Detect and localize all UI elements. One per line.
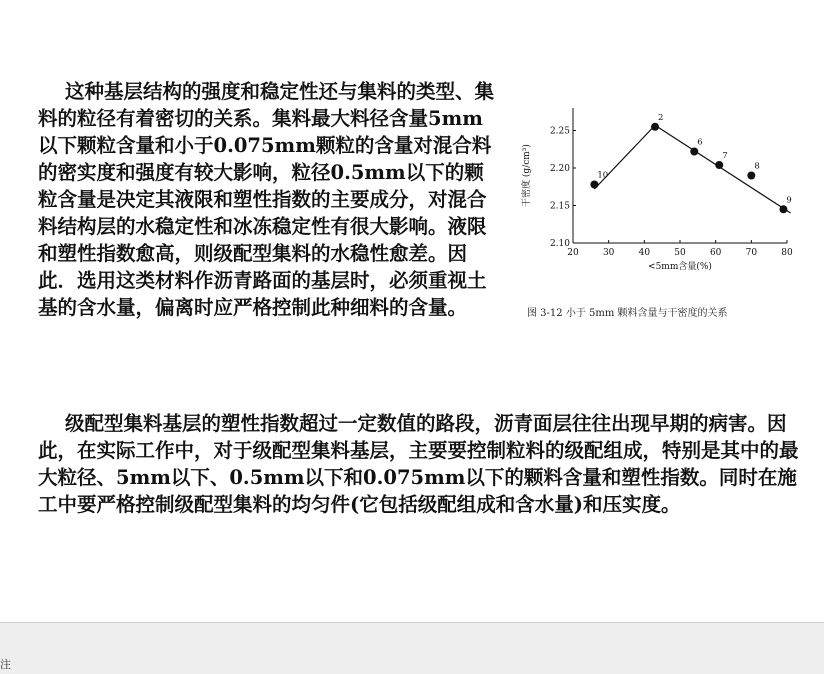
- notes-label[interactable]: 注: [0, 658, 11, 671]
- y-tick-label-3: 2.25: [549, 126, 570, 137]
- y-tick-label-0: 2.10: [549, 239, 570, 249]
- data-point-8: [747, 172, 755, 180]
- data-point-label-10: 10: [597, 170, 609, 181]
- x-axis-label: <5mm含量(%): [648, 262, 712, 272]
- paragraph-2: 级配型集料基层的塑性指数超过一定数值的路段，沥青面层往往出现早期的病害。因此，在实际工作中，对于级配型集料基层，主要要控制粒料的级配组成，特别是其中的最大粒径、5mm以下、0.5mm以下和0.075mm以下的颗料含量和塑性指数。同时在施工中要严格控制级配型集料的均匀件(它包括级配组成和含水量)和压实度。: [38, 412, 799, 516]
- x-tick-label-5: 70: [745, 248, 758, 258]
- data-point-9: [779, 205, 787, 213]
- notes-bar[interactable]: [0, 622, 824, 674]
- trend-line: [594, 125, 790, 213]
- density-chart: [505, 100, 805, 290]
- x-tick-label-2: 40: [638, 248, 651, 258]
- paragraph-1: 这种基层结构的强度和稳定性还与集料的类型、集料的粒径有着密切的关系。集料最大料径含量5mm以下颗粒含量和小于0.075mm颗粒的含量对混合料的密实度和强度有较大影响，粒径0.5mm以下的颗粒含量是决定其液限和塑性指数的主要成分，对混合料结构层的水稳定性和冰冻稳定性有很大影响。液限和塑性指数愈高，则级配型集料的水稳性愈差。因此．选用这类材料作沥青路面的基层时，必须重视土基的含水量，偏离时应严格控制此种细料的含量。: [38, 80, 495, 319]
- data-point-label-7: 7: [722, 151, 728, 161]
- data-point-label-6: 6: [697, 137, 703, 148]
- x-tick-label-1: 30: [602, 248, 615, 258]
- x-tick-label-4: 60: [709, 248, 722, 258]
- y-axis-label: 干密度 (g/cm³): [522, 144, 532, 207]
- y-tick-label-2: 2.20: [549, 164, 570, 174]
- y-tick-label-1: 2.15: [549, 201, 570, 212]
- data-point-label-2: 2: [658, 112, 664, 123]
- data-point-label-8: 8: [754, 161, 760, 172]
- data-point-label-9: 9: [786, 195, 792, 206]
- chart-caption: 图 3-12 小于 5mm 颗料含量与干密度的关系: [527, 308, 728, 319]
- data-point-6: [690, 148, 698, 156]
- data-point-10: [590, 181, 598, 189]
- x-tick-label-6: 80: [781, 248, 793, 258]
- x-tick-label-0: 20: [567, 248, 579, 258]
- data-point-7: [715, 161, 723, 169]
- x-tick-label-3: 50: [674, 248, 686, 258]
- data-point-2: [651, 123, 659, 131]
